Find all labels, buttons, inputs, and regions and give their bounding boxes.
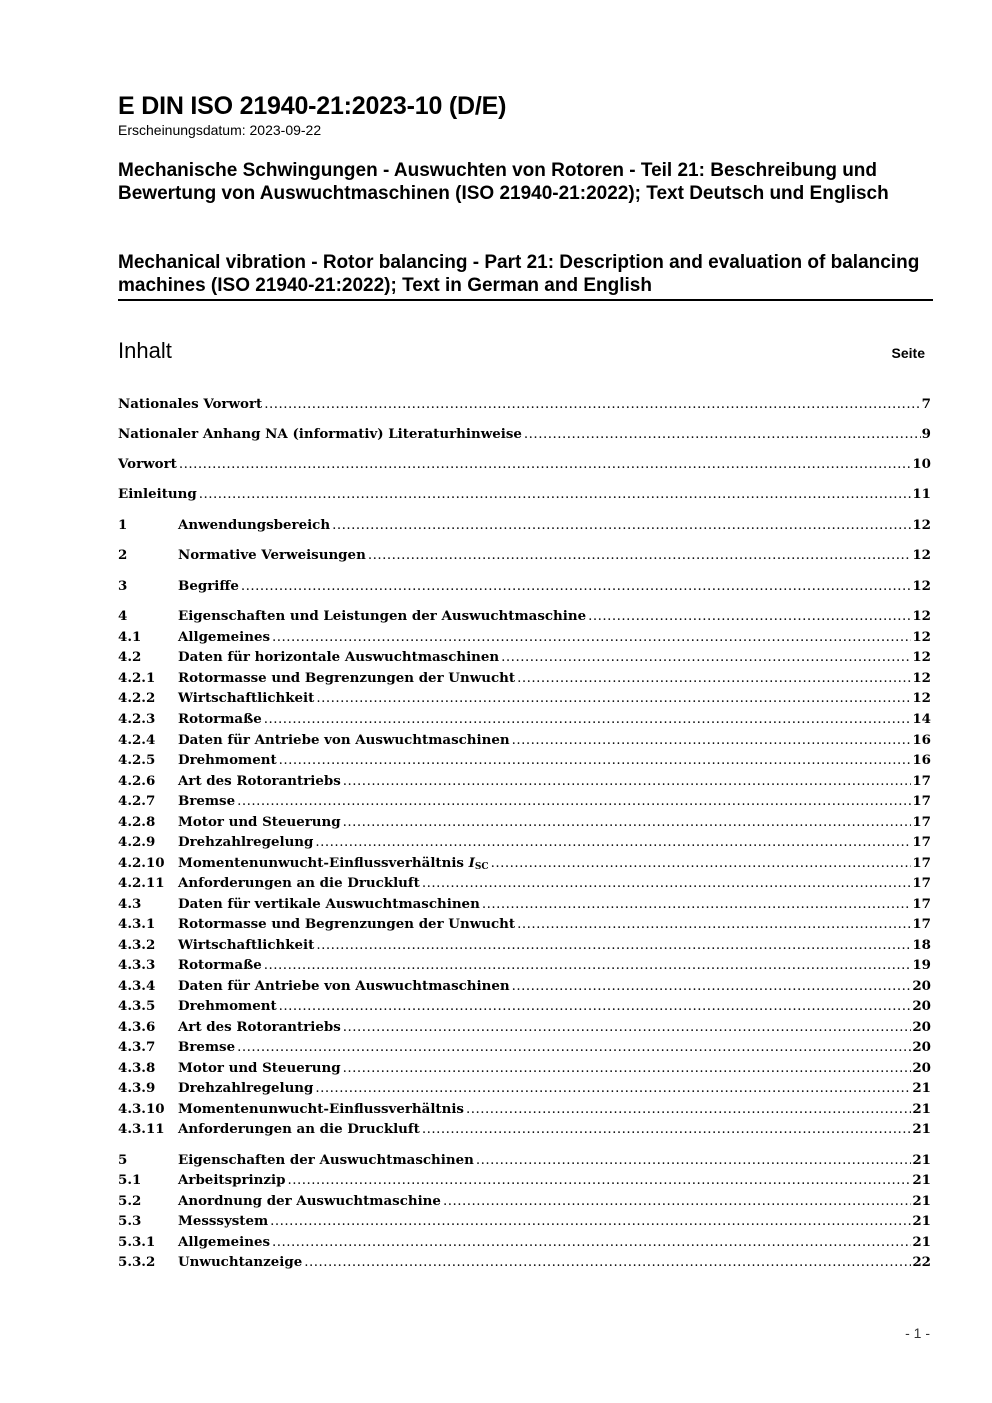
toc-entry-page: 20 xyxy=(912,978,931,994)
toc-entry-title: Einleitung xyxy=(118,486,197,502)
toc-entry-page: 21 xyxy=(912,1080,931,1096)
toc-entry-number: 5.3.2 xyxy=(118,1254,156,1270)
toc-entry-page: 12 xyxy=(912,690,931,706)
toc-leader-dots xyxy=(315,835,911,850)
toc-entry[interactable] xyxy=(118,517,931,537)
toc-entry-title: Drehmoment xyxy=(178,752,277,768)
toc-entry[interactable] xyxy=(118,1121,931,1141)
toc-entry-number: 4.2.2 xyxy=(118,690,156,706)
toc-entry-title: Allgemeines xyxy=(178,629,271,645)
title-english: Mechanical vibration - Rotor balancing - Part 21: Description and evaluation of balancing machines (ISO 21940-21:2022); Text in German and English xyxy=(118,251,933,301)
toc-entry-symbol-subscript: SC xyxy=(474,862,489,872)
toc-entry-number: 3 xyxy=(118,578,128,594)
toc-leader-dots xyxy=(304,1255,911,1270)
toc-entry-title: Unwuchtanzeige xyxy=(178,1254,303,1270)
toc-entry-title: Wirtschaftlichkeit xyxy=(178,690,315,706)
toc-entry-number: 5.2 xyxy=(118,1193,142,1209)
toc-entry[interactable] xyxy=(118,875,931,895)
toc-entry-page: 21 xyxy=(912,1234,931,1250)
toc-leader-dots xyxy=(422,1122,911,1137)
toc-entry-number: 4.2.1 xyxy=(118,670,156,686)
toc-leader-dots xyxy=(343,1061,912,1076)
toc-entry-title: Normative Verweisungen xyxy=(178,547,366,563)
toc-page-label: Seite xyxy=(891,345,925,361)
toc-leader-dots xyxy=(343,774,912,789)
toc-entry-page: 14 xyxy=(912,711,931,727)
toc-entry-title: Anforderungen an die Druckluft xyxy=(178,1121,420,1137)
toc-entry-number: 4.3.9 xyxy=(118,1080,156,1096)
toc-entry-number: 4.3.7 xyxy=(118,1039,156,1055)
toc-entry-page: 17 xyxy=(912,793,931,809)
toc-leader-dots xyxy=(199,487,912,502)
toc-entry-page: 12 xyxy=(912,629,931,645)
toc-entry[interactable] xyxy=(118,547,931,567)
toc-entry[interactable] xyxy=(118,896,931,916)
toc-entry-number: 4.2.6 xyxy=(118,773,156,789)
toc-entry-title: Art des Rotorantriebs xyxy=(178,1019,341,1035)
toc-entry[interactable] xyxy=(118,649,931,669)
toc-entry-title: Momentenunwucht-Einflussverhältnis xyxy=(178,1101,464,1117)
toc-entry[interactable] xyxy=(118,998,931,1018)
toc-leader-dots xyxy=(315,1081,911,1096)
toc-entry-title: Anordnung der Auswuchtmaschine xyxy=(178,1193,441,1209)
toc-entry-title: Vorwort xyxy=(118,456,177,472)
toc-entry-title: Nationaler Anhang NA (informativ) Literaturhinweise xyxy=(118,426,522,442)
toc-entry-page: 21 xyxy=(912,1213,931,1229)
toc-entry[interactable] xyxy=(118,773,931,793)
toc-entry[interactable] xyxy=(118,752,931,772)
toc-entry-page: 20 xyxy=(912,1060,931,1076)
title-german: Mechanische Schwingungen - Auswuchten von Rotoren - Teil 21: Beschreibung und Bewertung von Auswuchtmaschinen (ISO 21940-21:2022); Text Deutsch und Englisch xyxy=(118,160,889,204)
toc-leader-dots xyxy=(491,856,912,871)
toc-entry-title: Messsystem xyxy=(178,1213,269,1229)
toc-entry-page: 20 xyxy=(912,1019,931,1035)
toc-entry-title: Anwendungsbereich xyxy=(178,517,331,533)
toc-entry[interactable] xyxy=(118,1193,931,1213)
toc-entry-page: 17 xyxy=(912,773,931,789)
toc-entry[interactable] xyxy=(118,1101,931,1121)
toc-entry-symbol: I xyxy=(468,855,475,871)
toc-entry[interactable] xyxy=(118,456,931,476)
toc-entry[interactable] xyxy=(118,1172,931,1192)
toc-entry[interactable] xyxy=(118,957,931,977)
toc-leader-dots xyxy=(287,1173,911,1188)
toc-leader-dots xyxy=(279,753,912,768)
toc-entry-page: 21 xyxy=(912,1101,931,1117)
toc-entry-page: 16 xyxy=(912,752,931,768)
toc-entry-number: 4.2.7 xyxy=(118,793,156,809)
toc-entry-page: 17 xyxy=(912,896,931,912)
toc-entry-number: 4.3.6 xyxy=(118,1019,156,1035)
toc-entry-number: 1 xyxy=(118,517,128,533)
toc-entry-number: 4.3.4 xyxy=(118,978,156,994)
toc-entry[interactable] xyxy=(118,426,931,446)
toc-entry-number: 4.1 xyxy=(118,629,142,645)
toc-entry-page: 17 xyxy=(912,814,931,830)
toc-leader-dots xyxy=(588,609,911,624)
toc-leader-dots xyxy=(237,1040,911,1055)
toc-entry-number: 4.2.9 xyxy=(118,834,156,850)
toc-entry-number: 4.3.10 xyxy=(118,1101,165,1117)
toc-entry-page: 12 xyxy=(912,670,931,686)
toc-leader-dots xyxy=(316,691,911,706)
toc-entry-title xyxy=(178,855,489,872)
toc-entry-page: 12 xyxy=(912,608,931,624)
toc-entry[interactable] xyxy=(118,396,931,416)
toc-entry-title: Eigenschaften und Leistungen der Auswuchtmaschine xyxy=(178,608,587,624)
toc-entry-page: 17 xyxy=(912,834,931,850)
toc-leader-dots xyxy=(279,999,912,1014)
toc-entry[interactable] xyxy=(118,711,931,731)
toc-leader-dots xyxy=(241,579,912,594)
toc-entry-number: 4.3.8 xyxy=(118,1060,156,1076)
toc-entry-title: Bremse xyxy=(178,793,236,809)
publication-date: Erscheinungsdatum: 2023-09-22 xyxy=(118,122,322,138)
toc-leader-dots xyxy=(466,1102,911,1117)
toc-leader-dots xyxy=(343,815,912,830)
toc-entry[interactable] xyxy=(118,608,931,628)
toc-leader-dots xyxy=(264,397,920,412)
toc-entry-page: 21 xyxy=(912,1193,931,1209)
toc-leader-dots xyxy=(517,671,911,686)
toc-entry-page: 9 xyxy=(921,426,931,442)
toc-entry[interactable] xyxy=(118,1060,931,1080)
toc-entry[interactable] xyxy=(118,834,931,854)
toc-leader-dots xyxy=(264,712,912,727)
toc-leader-dots xyxy=(512,733,912,748)
toc-leader-dots xyxy=(316,938,911,953)
toc-leader-dots xyxy=(422,876,911,891)
document-id: E DIN ISO 21940-21:2023-10 (D/E) xyxy=(118,92,507,120)
toc-entry-page: 21 xyxy=(912,1172,931,1188)
toc-entry[interactable] xyxy=(118,1019,931,1039)
toc-entry-page: 17 xyxy=(912,916,931,932)
toc-entry-page: 19 xyxy=(912,957,931,973)
toc-entry-number: 4.2.4 xyxy=(118,732,156,748)
toc-entry-number: 4.2.3 xyxy=(118,711,156,727)
toc-leader-dots xyxy=(272,1235,911,1250)
toc-entry[interactable] xyxy=(118,629,931,649)
toc-entry-page: 10 xyxy=(912,456,931,472)
toc-entry-number: 4.3.5 xyxy=(118,998,156,1014)
toc-entry-title: Drehmoment xyxy=(178,998,277,1014)
toc-entry-number: 4.2.10 xyxy=(118,855,165,871)
toc-entry[interactable] xyxy=(118,670,931,690)
toc-entry-title: Bremse xyxy=(178,1039,236,1055)
toc-entry-title: Begriffe xyxy=(178,578,239,594)
toc-entry-number: 4.2.8 xyxy=(118,814,156,830)
toc-entry-number: 4.3.1 xyxy=(118,916,156,932)
toc-entry-number: 4.3.11 xyxy=(118,1121,165,1137)
toc-leader-dots xyxy=(482,897,912,912)
toc-entry-page: 12 xyxy=(912,517,931,533)
toc-entry-number: 5.3.1 xyxy=(118,1234,156,1250)
toc-entry[interactable] xyxy=(118,855,931,875)
toc-entry-title: Drehzahlregelung xyxy=(178,1080,314,1096)
toc-entry-title: Rotormaße xyxy=(178,711,262,727)
toc-entry-title: Rotormasse und Begrenzungen der Unwucht xyxy=(178,670,516,686)
toc-entry-number: 2 xyxy=(118,547,128,563)
toc-entry-title: Allgemeines xyxy=(178,1234,271,1250)
toc-leader-dots xyxy=(517,917,911,932)
toc-leader-dots xyxy=(272,630,911,645)
toc-entry-page: 7 xyxy=(921,396,931,412)
toc-leader-dots xyxy=(332,518,911,533)
toc-entry-page: 11 xyxy=(912,486,931,502)
toc-entry-title: Art des Rotorantriebs xyxy=(178,773,341,789)
toc-entry[interactable] xyxy=(118,814,931,834)
toc-leader-dots xyxy=(524,427,921,442)
toc-entry-title: Eigenschaften der Auswuchtmaschinen xyxy=(178,1152,474,1168)
toc-entry[interactable] xyxy=(118,1234,931,1254)
toc-entry-page: 18 xyxy=(912,937,931,953)
toc-entry-title: Drehzahlregelung xyxy=(178,834,314,850)
toc-entry-title: Rotormaße xyxy=(178,957,262,973)
toc-entry-page: 16 xyxy=(912,732,931,748)
page-number: - 1 - xyxy=(905,1325,930,1341)
toc-entry-number: 5.3 xyxy=(118,1213,142,1229)
toc-entry-number: 4.3.2 xyxy=(118,937,156,953)
toc-entry[interactable] xyxy=(118,732,931,752)
toc-heading: Inhalt xyxy=(118,338,172,363)
toc-entry-page: 12 xyxy=(912,547,931,563)
toc-entry-page: 12 xyxy=(912,578,931,594)
toc-entry[interactable] xyxy=(118,1039,931,1059)
toc-leader-dots xyxy=(343,1020,912,1035)
toc-entry[interactable] xyxy=(118,1152,931,1172)
toc-entry[interactable] xyxy=(118,937,931,957)
toc-entry-number: 4.3.3 xyxy=(118,957,156,973)
toc-leader-dots xyxy=(512,979,912,994)
toc-entry-page: 17 xyxy=(912,875,931,891)
toc-entry-title: Motor und Steuerung xyxy=(178,1060,341,1076)
toc-entry[interactable] xyxy=(118,978,931,998)
toc-entry-number: 4.2.11 xyxy=(118,875,165,891)
toc-leader-dots xyxy=(237,794,911,809)
toc-entry-title: Rotormasse und Begrenzungen der Unwucht xyxy=(178,916,516,932)
toc-entry-page: 21 xyxy=(912,1152,931,1168)
toc-entry-number: 4.2.5 xyxy=(118,752,156,768)
toc-entry-title-text: Momentenunwucht-Einflussverhältnis xyxy=(178,855,469,871)
toc-entry[interactable] xyxy=(118,1254,931,1274)
toc-entry[interactable] xyxy=(118,793,931,813)
toc-entry-page: 17 xyxy=(912,855,931,871)
toc-entry-title: Arbeitsprinzip xyxy=(178,1172,286,1188)
toc-leader-dots xyxy=(501,650,911,665)
toc-entry-title: Daten für horizontale Auswuchtmaschinen xyxy=(178,649,500,665)
toc-entry[interactable] xyxy=(118,690,931,710)
toc-entry-title: Daten für Antriebe von Auswuchtmaschinen xyxy=(178,732,510,748)
toc-leader-dots xyxy=(476,1153,912,1168)
toc-entry-number: 4.3 xyxy=(118,896,142,912)
table-of-contents xyxy=(118,0,931,1403)
toc-entry-number: 5.1 xyxy=(118,1172,142,1188)
toc-entry-title: Motor und Steuerung xyxy=(178,814,341,830)
toc-entry-title: Daten für Antriebe von Auswuchtmaschinen xyxy=(178,978,510,994)
toc-entry-title: Nationales Vorwort xyxy=(118,396,263,412)
toc-leader-dots xyxy=(179,457,912,472)
toc-entry[interactable] xyxy=(118,578,931,598)
toc-entry[interactable] xyxy=(118,916,931,936)
toc-entry-page: 12 xyxy=(912,649,931,665)
toc-entry-number: 4.2 xyxy=(118,649,142,665)
toc-leader-dots xyxy=(270,1214,911,1229)
toc-entry-number: 5 xyxy=(118,1152,128,1168)
toc-entry-page: 21 xyxy=(912,1121,931,1137)
toc-entry-title: Anforderungen an die Druckluft xyxy=(178,875,420,891)
toc-entry[interactable] xyxy=(118,1213,931,1233)
toc-entry-page: 20 xyxy=(912,998,931,1014)
toc-entry-title: Daten für vertikale Auswuchtmaschinen xyxy=(178,896,480,912)
toc-leader-dots xyxy=(443,1194,911,1209)
toc-entry[interactable] xyxy=(118,486,931,506)
toc-entry-page: 20 xyxy=(912,1039,931,1055)
toc-leader-dots xyxy=(264,958,912,973)
toc-leader-dots xyxy=(368,548,912,563)
toc-entry[interactable] xyxy=(118,1080,931,1100)
toc-entry-title: Wirtschaftlichkeit xyxy=(178,937,315,953)
toc-entry-page: 22 xyxy=(912,1254,931,1270)
toc-entry-number: 4 xyxy=(118,608,128,624)
